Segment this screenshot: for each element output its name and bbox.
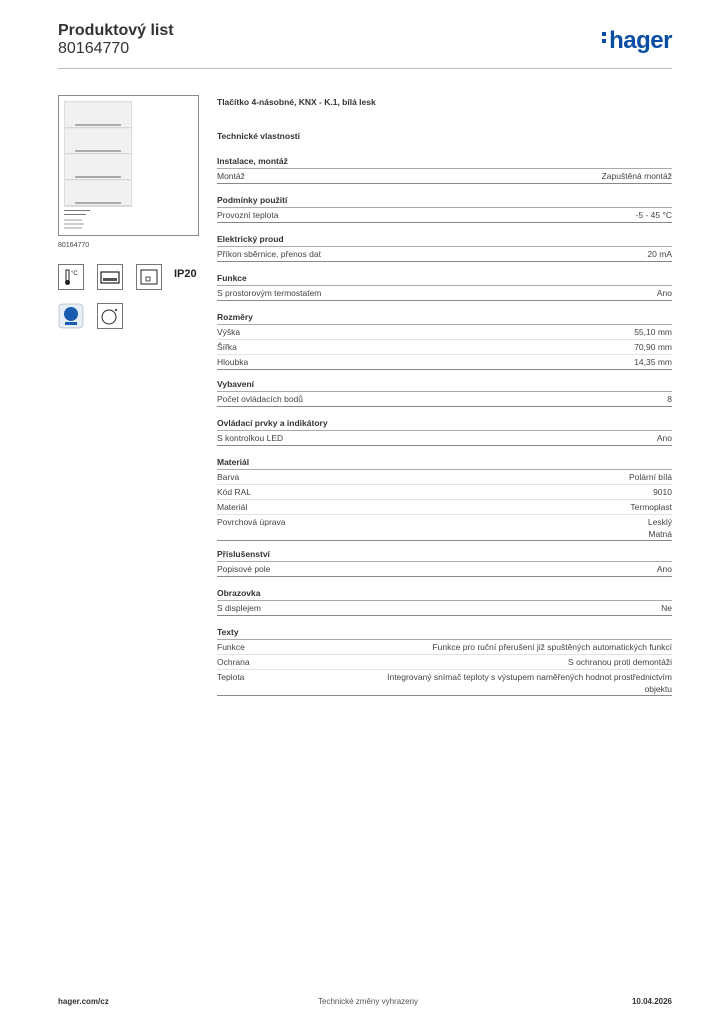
property-value-line: Integrovaný snímač teploty s výstupem naměřených hodnot prostřednictvím: [387, 672, 672, 682]
property-row: [217, 392, 672, 407]
property-label: Povrchová úprava: [217, 517, 286, 527]
switch-plate: [64, 101, 132, 207]
property-value: Ano: [656, 564, 672, 574]
property-label: Hloubka: [217, 357, 249, 367]
property-value: Termoplast: [630, 502, 672, 512]
switch-key: [65, 181, 131, 206]
property-row: [217, 562, 672, 577]
thermometer-celsius-icon: [58, 264, 84, 290]
property-label: Barva: [217, 472, 240, 482]
section-electrical: [217, 233, 672, 262]
property-label: Provozní teplota: [217, 210, 279, 220]
property-label: S kontrolkou LED: [217, 433, 284, 443]
section-title: Funkce: [217, 272, 672, 286]
property-value: 14,35 mm: [634, 357, 672, 367]
display-unit-icon: [97, 264, 123, 290]
section-conditions: [217, 194, 672, 223]
header-divider: [58, 68, 672, 69]
property-value: [387, 671, 672, 695]
property-label: Počet ovládacích bodů: [217, 394, 304, 404]
hager-logo: [602, 28, 672, 54]
thumbnail-detail: [64, 223, 84, 225]
property-row: [217, 355, 672, 370]
logo-colon-mark: [602, 29, 607, 46]
property-value: -5 - 45 °C: [635, 210, 672, 220]
footer-date: 10.04.2026: [631, 997, 672, 1006]
property-value: 55,10 mm: [634, 327, 672, 337]
property-value: Ne: [661, 603, 672, 613]
product-image: [58, 95, 199, 236]
property-value-line: objektu: [644, 684, 672, 694]
property-row: [217, 515, 672, 541]
property-value: 9010: [653, 487, 672, 497]
product-code-label: 80164770: [58, 242, 90, 249]
section-function: [217, 272, 672, 301]
property-row: [217, 655, 672, 670]
property-value: 70,90 mm: [634, 342, 672, 352]
property-row: [217, 485, 672, 500]
property-label: Šířka: [217, 342, 237, 352]
property-row: [217, 208, 672, 223]
property-label: Příkon sběrnice, přenos dat: [217, 249, 321, 259]
property-row: [217, 470, 672, 485]
led-ring-icon: [97, 303, 123, 329]
property-label: Funkce: [217, 642, 245, 652]
property-value: S ochranou proti demontáži: [568, 657, 672, 667]
property-label: Ochrana: [217, 657, 250, 667]
property-row: [217, 169, 672, 184]
thumbnail-detail: [64, 219, 82, 221]
property-row: [217, 670, 672, 696]
svg-text:°C: °C: [71, 271, 78, 277]
property-row: [217, 325, 672, 340]
property-row: [217, 286, 672, 301]
section-title: Příslušenství: [217, 548, 672, 562]
property-row: [217, 431, 672, 446]
thumbnail-detail: [64, 227, 82, 229]
section-title: Obrazovka: [217, 587, 672, 601]
property-row: [217, 601, 672, 616]
sensor-unit-icon: [136, 264, 162, 290]
section-texts: [217, 626, 672, 696]
property-label: Popisové pole: [217, 564, 271, 574]
property-row: [217, 340, 672, 355]
property-label: S prostorovým termostatem: [217, 288, 322, 298]
product-number: 80164770: [58, 40, 130, 57]
property-value: 20 mA: [647, 249, 672, 259]
property-label: S displejem: [217, 603, 261, 613]
property-value: Ano: [656, 433, 672, 443]
property-value: Zapuštěná montáž: [601, 171, 672, 181]
property-row: [217, 640, 672, 655]
knx-logo-icon: [58, 303, 84, 329]
section-title: Texty: [217, 626, 672, 640]
property-row: [217, 500, 672, 515]
section-display: [217, 587, 672, 616]
ip-rating-badge: IP20: [174, 268, 197, 280]
switch-key: [65, 103, 131, 128]
section-installation: [217, 155, 672, 184]
property-label: Výška: [217, 327, 241, 337]
footer-disclaimer: Technické změny vyhrazeny: [318, 997, 419, 1006]
property-label: Montáž: [217, 171, 245, 181]
property-value: Ano: [656, 288, 672, 298]
footer-website-link[interactable]: hager.com/cz: [58, 997, 109, 1006]
logo-text: hager: [609, 27, 672, 54]
property-row: [217, 247, 672, 262]
section-material: [217, 456, 672, 541]
section-title: Instalace, montáž: [217, 155, 672, 169]
tech-properties-heading: Technické vlastnosti: [217, 131, 300, 141]
section-controls: [217, 417, 672, 446]
section-title: Rozměry: [217, 311, 672, 325]
property-value-line: Matná: [648, 529, 672, 539]
product-title: Tlačítko 4-násobné, KNX - K.1, bílá lesk: [217, 97, 376, 107]
section-title: Materiál: [217, 456, 672, 470]
property-label: Materiál: [217, 502, 248, 512]
section-dimensions: [217, 311, 672, 370]
section-title: Ovládací prvky a indikátory: [217, 417, 672, 431]
property-value: 8: [667, 394, 672, 404]
section-title: Elektrický proud: [217, 233, 672, 247]
property-value: [648, 516, 672, 540]
property-label: Teplota: [217, 672, 245, 682]
switch-key: [65, 129, 131, 154]
property-value-line: Lesklý: [647, 517, 672, 527]
property-label: Kód RAL: [217, 487, 252, 497]
property-value: Funkce pro ruční přerušení již spuštěných automatických funkcí: [432, 642, 672, 652]
thumbnail-detail: [64, 214, 86, 215]
section-equipment: [217, 378, 672, 407]
property-value: Polární bílá: [629, 472, 672, 482]
page-title: Produktový list: [58, 22, 174, 39]
section-accessories: [217, 548, 672, 577]
section-title: Vybavení: [217, 378, 672, 392]
section-title: Podmínky použití: [217, 194, 672, 208]
switch-key: [65, 155, 131, 180]
thumbnail-detail: [64, 210, 90, 211]
